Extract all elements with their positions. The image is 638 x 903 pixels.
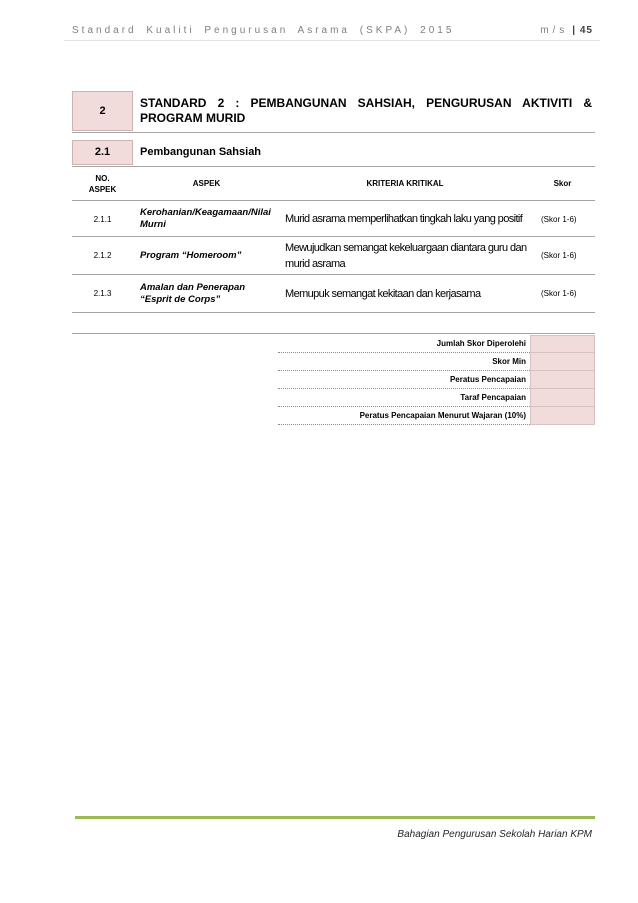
page-number-block bbox=[460, 25, 593, 36]
score-range: (Skor 1-6) bbox=[541, 251, 577, 260]
table-header-row bbox=[72, 167, 595, 201]
critical-criterion: Memupuk semangat kekitaan dan kerjasama bbox=[285, 287, 481, 300]
summary-label-achievement-level: Taraf Pencapaian bbox=[278, 389, 530, 407]
aspect-name: Kerohanian/Keagamaan/Nilai Murni bbox=[140, 207, 271, 230]
score-range: (Skor 1-6) bbox=[541, 289, 577, 298]
summary-row bbox=[278, 335, 595, 353]
summary-value-cell bbox=[530, 353, 595, 371]
score-range: (Skor 1-6) bbox=[541, 214, 577, 224]
summary-value-cell bbox=[530, 371, 595, 389]
summary-label-total-score: Jumlah Skor Diperolehi bbox=[278, 335, 530, 353]
row-divider bbox=[72, 132, 595, 133]
column-header-no: NO. ASPEK bbox=[88, 173, 117, 194]
header-divider bbox=[64, 40, 600, 41]
page-number: | 45 bbox=[572, 25, 593, 36]
summary-label-mean-score: Skor Min bbox=[278, 353, 530, 371]
table-row bbox=[72, 237, 595, 275]
footer-text: Bahagian Pengurusan Sekolah Harian KPM bbox=[397, 829, 592, 840]
critical-criterion: Murid asrama memperlihatkan tingkah laku yang positif bbox=[285, 213, 523, 225]
summary-row bbox=[278, 407, 595, 425]
column-header-skor: Skor bbox=[553, 179, 572, 188]
table-row bbox=[72, 202, 595, 237]
section-title: Pembangunan Sahsiah bbox=[140, 146, 262, 158]
summary-label-achievement-percent: Peratus Pencapaian bbox=[278, 371, 530, 389]
column-header-aspek: ASPEK bbox=[192, 179, 221, 188]
summary-value-cell bbox=[530, 389, 595, 407]
column-header-kriteria: KRITERIA KRITIKAL bbox=[366, 179, 444, 188]
critical-criterion: Mewujudkan semangat kekeluargaan diantara guru dan murid asrama bbox=[285, 241, 527, 270]
aspect-name: Amalan dan Penerapan “Esprit de Corps” bbox=[140, 281, 246, 305]
aspect-number: 2.1.1 bbox=[93, 214, 112, 224]
summary-value-cell bbox=[530, 407, 595, 425]
standard-number-cell: 2 bbox=[72, 91, 133, 131]
summary-row bbox=[278, 353, 595, 371]
summary-label-weighted-percent: Peratus Pencapaian Menurut Wajaran (10%) bbox=[278, 407, 530, 425]
aspect-number: 2.1.3 bbox=[93, 289, 112, 298]
page-label: m/s bbox=[540, 25, 569, 36]
standard-title: STANDARD 2 : PEMBANGUNAN SAHSIAH, PENGURUSAN AKTIVITI & PROGRAM MURID bbox=[140, 96, 592, 125]
summary-value-cell bbox=[530, 335, 595, 353]
summary-row bbox=[278, 371, 595, 389]
footer-divider bbox=[75, 816, 595, 819]
empty-table-row bbox=[72, 313, 595, 334]
score-summary bbox=[278, 335, 595, 425]
summary-row bbox=[278, 389, 595, 407]
table-row bbox=[72, 275, 595, 313]
running-header-title: Standard Kualiti Pengurusan Asrama (SKPA) 2015 bbox=[72, 25, 455, 36]
aspect-name: Program “Homeroom” bbox=[140, 249, 242, 261]
section-number-cell: 2.1 bbox=[72, 140, 133, 165]
aspect-number: 2.1.2 bbox=[93, 251, 112, 260]
